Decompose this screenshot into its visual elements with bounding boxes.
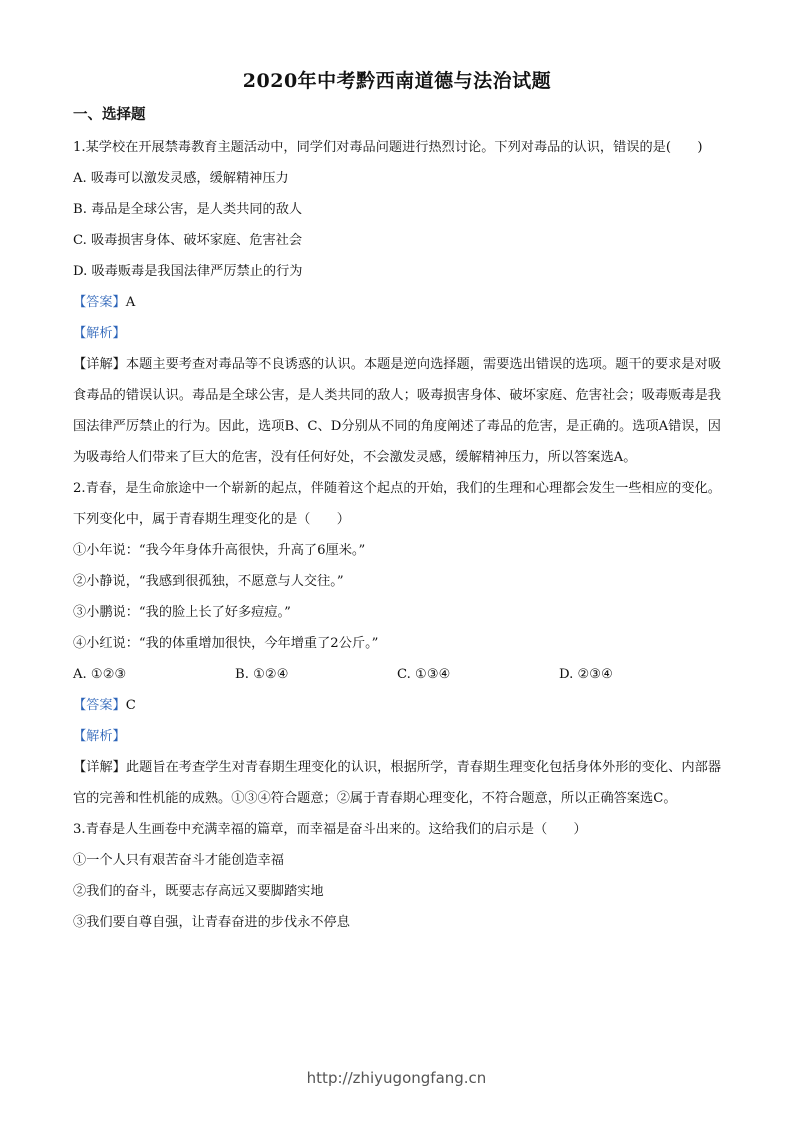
answer-value: C <box>125 698 136 713</box>
question-2 <box>73 473 721 814</box>
option-d: D. ②③④ <box>559 667 613 682</box>
answer-tag: 【答案】 <box>73 698 126 713</box>
option-a: A. ①②③ <box>73 667 127 682</box>
statement-3: ③我们要自尊自强，让青春奋进的步伐永不停息 <box>73 915 350 930</box>
statement-1: ①小年说：“我今年身体升高很快，升高了6厘米。” <box>73 543 366 558</box>
detail-tag: 【详解】 <box>73 760 126 775</box>
option-b: B. ①②④ <box>235 667 289 682</box>
question-1 <box>73 132 721 473</box>
detail-tag: 【详解】 <box>73 357 126 372</box>
option-c: C. 吸毒损害身体、破坏家庭、危害社会 <box>73 233 303 248</box>
answer-line <box>73 287 721 318</box>
section-heading: 一、选择题 <box>73 106 146 123</box>
statement-3: ③小鹏说：“我的脸上长了好多痘痘。” <box>73 605 291 620</box>
option-d: D. 吸毒贩毒是我国法律严厉禁止的行为 <box>73 264 303 279</box>
detail-text: 此题旨在考查学生对青春期生理变化的认识，根据所学，青春期生理变化包括身体外形的变化、内部器官的完善和性机能的成熟。①③④符合题意；②属于青春期心理变化，不符合题意，所以正确答案选C。 <box>73 760 722 806</box>
analysis-tag: 【解析】 <box>73 729 126 744</box>
detail-paragraph <box>73 752 721 814</box>
option-b: B. 毒品是全球公害，是人类共同的敌人 <box>73 202 303 217</box>
detail-text: 本题主要考查对毒品等不良诱惑的认识。本题是逆向选择题，需要选出错误的选项。题干的要求是对吸食毒品的错误认识。毒品是全球公害，是人类共同的敌人；吸毒损害身体、破坏家庭、危害社会；吸毒贩毒是我国法律严厉禁止的行为。因此，选项B、C、D分别从不同的角度阐述了毒品的危害，是正确的。选项A错误，因为吸毒给人们带来了巨大的危害，没有任何好处，不会激发灵感，缓解精神压力，所以答案选A。 <box>73 357 722 465</box>
option-c: C. ①③④ <box>397 667 451 682</box>
statement-4: ④小红说：“我的体重增加很快，今年增重了2公斤。” <box>73 636 379 651</box>
option-a: A. 吸毒可以激发灵感，缓解精神压力 <box>73 171 289 186</box>
question-stem: 3.青春是人生画卷中充满幸福的篇章，而幸福是奋斗出来的。这给我们的启示是（ ） <box>73 822 587 837</box>
page-title: 2020年中考黔西南道德与法治试题 <box>242 70 552 92</box>
statement-1: ①一个人只有艰苦奋斗才能创造幸福 <box>73 853 284 868</box>
statement-2: ②我们的奋斗，既要志存高远又要脚踏实地 <box>73 884 324 899</box>
footer-url[interactable]: http://zhiyugongfang.cn <box>306 1069 487 1087</box>
answer-line <box>73 690 721 721</box>
question-stem: 2.青春，是生命旅途中一个崭新的起点，伴随着这个起点的开始，我们的生理和心理都会发生一些相应的变化。下列变化中，属于青春期生理变化的是（ ） <box>73 481 721 527</box>
statement-2: ②小静说，“我感到很孤独，不愿意与人交往。” <box>73 574 344 589</box>
answer-tag: 【答案】 <box>73 295 126 310</box>
analysis-line <box>73 721 721 752</box>
detail-paragraph <box>73 349 721 473</box>
document-page <box>73 66 721 938</box>
analysis-tag: 【解析】 <box>73 326 126 341</box>
analysis-line <box>73 318 721 349</box>
question-stem: 1.某学校在开展禁毒教育主题活动中，同学们对毒品问题进行热烈讨论。下列对毒品的认识，错误的是( ) <box>73 140 703 155</box>
options-row <box>73 659 721 690</box>
question-3 <box>73 814 721 938</box>
answer-value: A <box>125 295 136 310</box>
